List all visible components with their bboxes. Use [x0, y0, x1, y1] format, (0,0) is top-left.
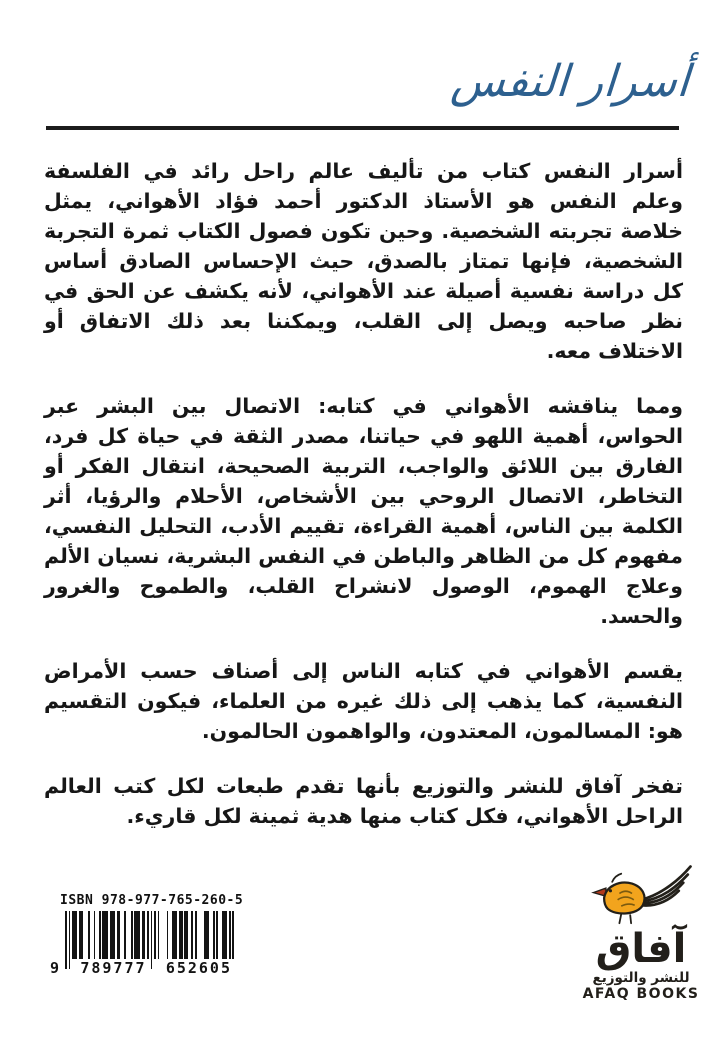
barcode-digit-group: 652605: [165, 959, 232, 977]
paragraph-topics: ومما يناقشه الأهواني في كتابه: الاتصال بين البشر عبر الحواس، أهمية اللهو في حياتنا، مصدر الثقة في حياة كل فرد، الفارق بين اللائق والواجب، التربية الصحيحة، انتقال الفكر أو التخاطر، الاتصال الروحي بين الأشخاص، الأحلام والرؤيا، أثر الكلمة بين الناس، أهمية القراءة، تقييم الأدب، التحليل النفسي، مفهوم كل من الظاهر والباطن في النفس البشرية، نسيان الألم وعلاج الهموم، الوصول لانشراح القلب، والطموح والغرور والحسد.: [44, 394, 683, 628]
publisher-name-english: AFAQ BOOKS: [582, 986, 700, 1002]
publisher-logo: [566, 862, 716, 1003]
paragraph-about-author: أسرار النفس كتاب من تأليف عالم راحل رائد في الفلسفة وعلم النفس هو الأستاذ الدكتور أحمد فؤاد الأهواني، يمثل خلاصة تجربته الشخصية. وحين تكون فصول الكتاب ثمرة التجربة الشخصية، فإنها تمتاز بالصدق، حيث الإحساس الصادق أساس كل دراسة نفسية أصيلة عند الأهواني، لأنه يكشف عن الحق في نظر صاحبه ويصل إلى القلب، ويمكننا بعد ذلك الاتفاق أو الاختلاف معه.: [44, 159, 683, 363]
barcode-digit-group: 9: [50, 959, 62, 977]
barcode-block: [50, 893, 244, 977]
body-text: [44, 156, 683, 831]
publisher-name-arabic: آفاق: [595, 926, 687, 972]
barcode-digit-group: 789777: [80, 959, 147, 977]
barcode-digits: [48, 959, 234, 977]
paragraph-publisher-note: تفخر آفاق للنشر والتوزيع بأنها تقدم طبعات لكل كتب العالم الراحل الأهواني، فكل كتاب منها هدية ثمينة لكل قاريء.: [44, 774, 683, 828]
isbn-label: ISBN 978-977-765-260-5: [60, 893, 244, 908]
paragraph-classification: يقسم الأهواني في كتابه الناس إلى أصناف حسب الأمراض النفسية، كما يذهب إلى ذلك غيره من العلماء، فيكون التقسيم هو: المسالمون، المعتدون، والواهمون الحالمون.: [44, 659, 683, 743]
publisher-tagline: للنشر والتوزيع: [592, 970, 690, 986]
bird-icon: [581, 862, 701, 934]
book-title: أسرار النفس: [449, 56, 691, 107]
title-rule: [46, 126, 679, 130]
